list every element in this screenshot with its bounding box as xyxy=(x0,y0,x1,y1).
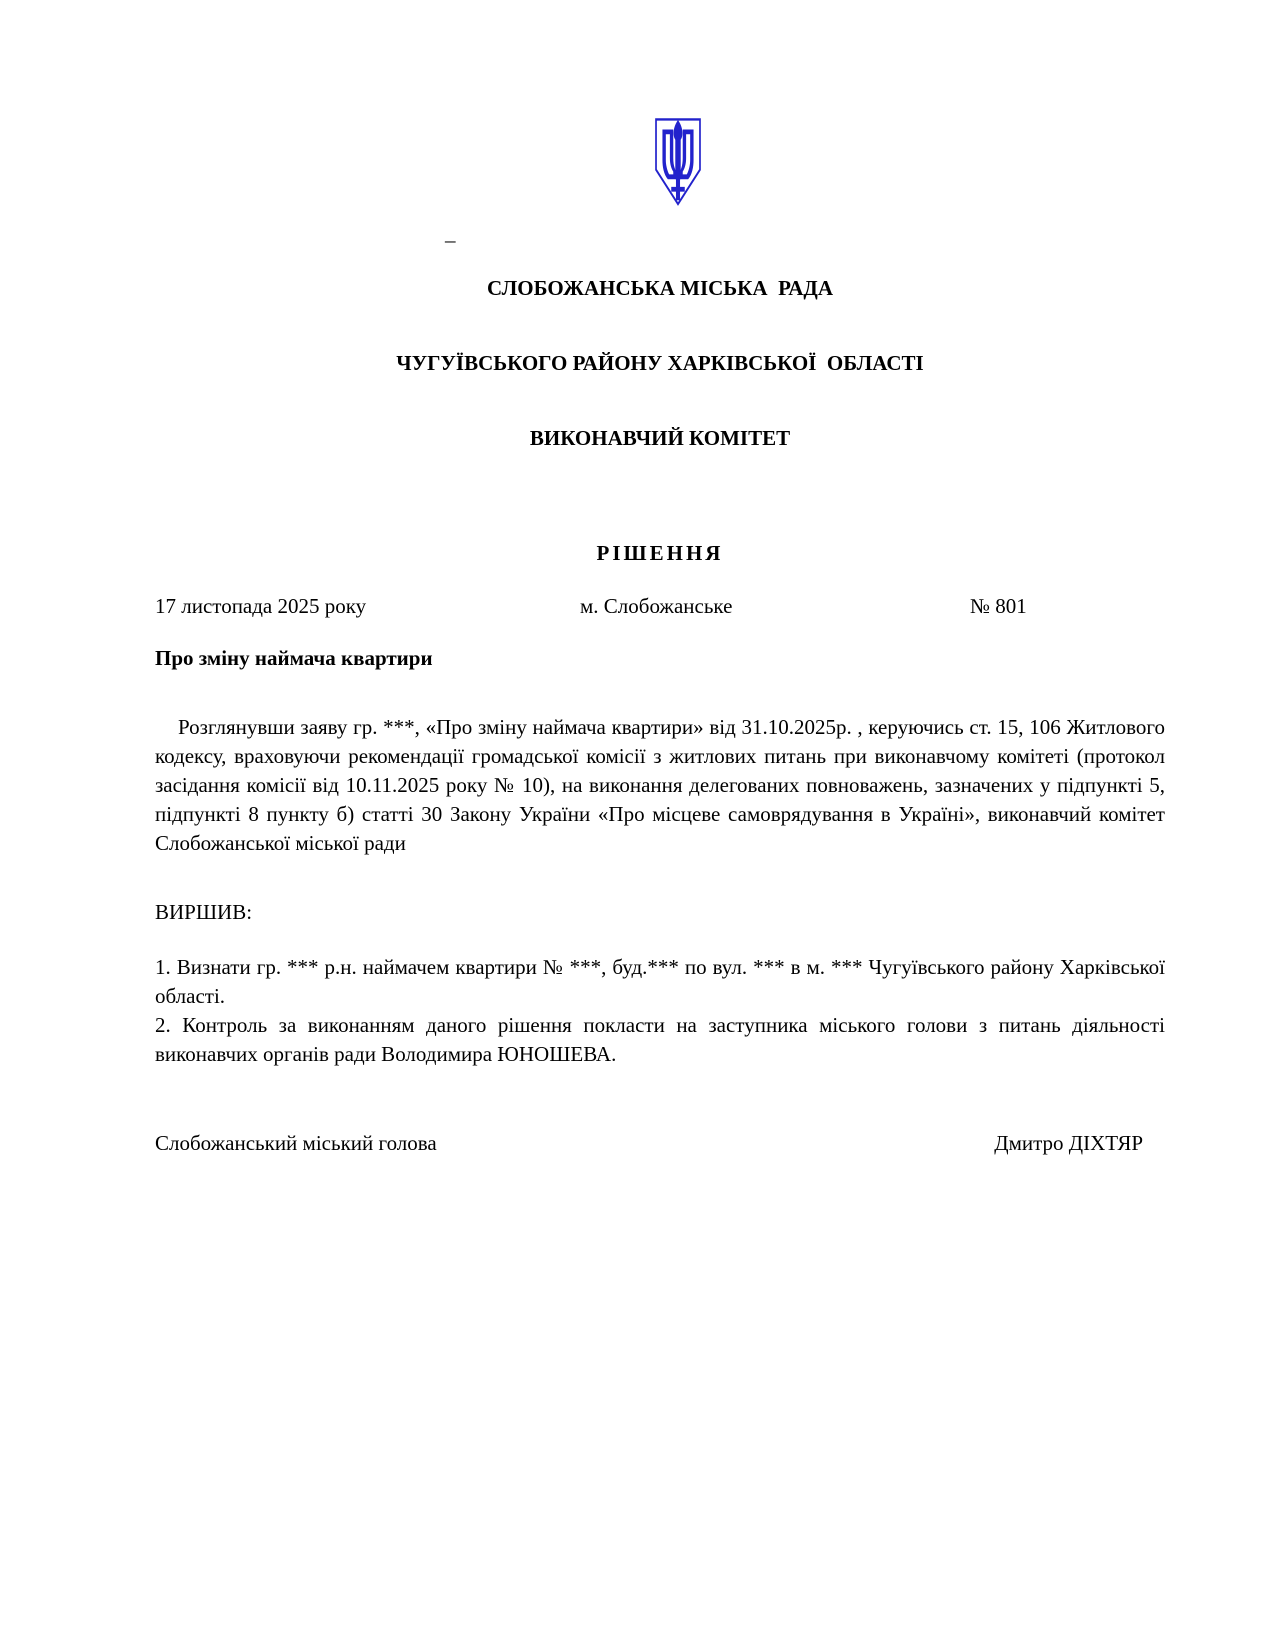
org-name-line2: ЧУГУЇВСЬКОГО РАЙОНУ ХАРКІВСЬКОЇ ОБЛАСТІ xyxy=(396,351,924,375)
document-number: № 801 xyxy=(970,594,1027,618)
document-meta-row xyxy=(155,594,1165,619)
document-place: м. Слобожанське xyxy=(580,594,733,618)
document-date: 17 листопада 2025 року xyxy=(155,594,367,618)
resolution-label: ВИРШИВ: xyxy=(155,900,253,924)
signatory-name: Дмитро ДІХТЯР xyxy=(994,1131,1143,1155)
preamble-paragraph: Розглянувши заяву гр. ***, «Про зміну наймача квартири» від 31.10.2025р. , керуючись ст. 15, 106 Житлового кодексу, враховуючи рекомендації громадської комісії з житлових питань при виконавчому комітеті (протокол засідання комісії від 10.11.2025 року № 10), на виконання делегованих повноважень, зазначених у підпункті 5, підпункті 8 пункту б) статті 30 Закону України «Про місцеве самоврядування в Україні», виконавчий комітет Слобожанської міської ради xyxy=(155,715,1165,855)
organization-header xyxy=(155,226,1165,501)
resolution-item-2: 2. Контроль за виконанням даного рішення покласти на заступника міського голови з питань діяльності виконавчих органів ради Володимира ЮНОШЕВА. xyxy=(155,1013,1165,1066)
emblem-container xyxy=(155,0,1165,212)
document-type-title: РІШЕННЯ xyxy=(596,541,724,565)
signatory-position: Слобожанський міський голова xyxy=(155,1131,437,1155)
document-subject: Про зміну наймача квартири xyxy=(155,646,433,670)
ukraine-trident-emblem xyxy=(655,118,701,206)
resolution-items xyxy=(155,953,1165,1069)
stray-underscore-mark: _ xyxy=(445,221,456,245)
org-name-line3: ВИКОНАВЧИЙ КОМІТЕТ xyxy=(529,426,791,450)
org-name-line1: СЛОБОЖАНСЬКА МІСЬКА РАДА xyxy=(487,276,833,300)
signature-row xyxy=(155,1131,1165,1156)
resolution-item-1: 1. Визнати гр. *** р.н. наймачем квартири № ***, буд.*** по вул. *** в м. *** Чугуївського району Харківської області. xyxy=(155,955,1165,1008)
